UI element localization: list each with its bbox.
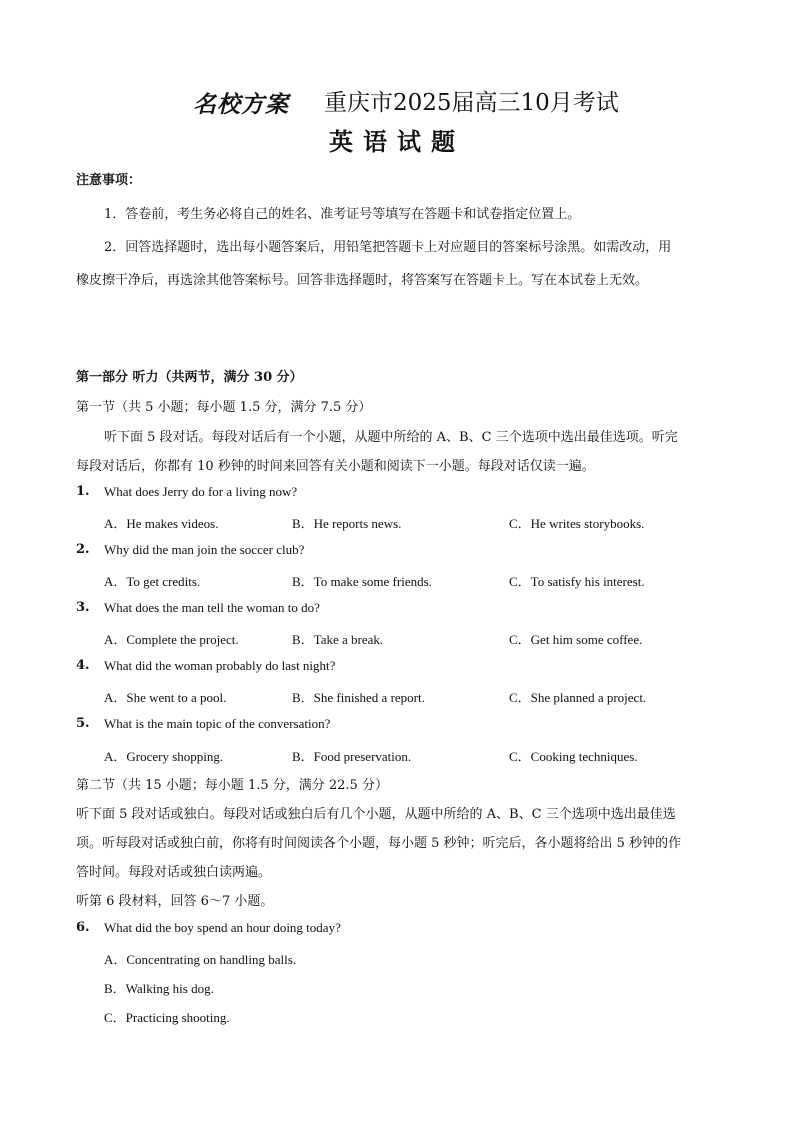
section2-instructions-line-3: 答时间。每段对话或独白读两遍。 [76,865,272,880]
option-a: A．Concentrating on handling balls. [104,952,297,967]
part1-heading: 第一部分 听力（共两节，满分 30 分） [76,370,303,385]
option-c: C．Get him some coffee. [509,632,643,647]
option-b: B．To make some friends. [292,574,432,589]
section1-instructions-line-2: 每段对话后，你都有 10 秒钟的时间来回答有关小题和阅读下一小题。每段对话仅读一遍。 [76,459,595,474]
option-a: A．He makes videos. [104,516,219,531]
option-a: A．She went to a pool. [104,690,227,705]
option-c: C．She planned a project. [509,690,647,705]
option-a: A．Complete the project. [104,632,239,647]
section1-heading: 第一节（共 5 小题；每小题 1.5 分，满分 7.5 分） [76,400,372,415]
notice-item-2-line-2: 橡皮擦干净后，再选涂其他答案标号。回答非选择题时，将答案写在答题卡上。写在本试卷上无效。 [76,273,649,288]
question-text: What does Jerry do for a living now? [104,484,298,499]
material-6-label: 听第 6 段材料，回答 6～7 小题。 [76,894,274,909]
question-text: What is the main topic of the conversation? [104,716,331,731]
section2-instructions-line-1: 听下面 5 段对话或独白。每段对话或独白后有几个小题，从题中所给的 A、B、C 三个选项中选出最佳选 [76,807,676,822]
option-b: B．She finished a report. [292,690,425,705]
option-c: C．Cooking techniques. [509,749,638,764]
question-number: 1. [76,484,90,499]
section2-heading: 第二节（共 15 小题；每小题 1.5 分，满分 22.5 分） [76,778,388,793]
question-number: 5. [76,716,90,731]
question-text: What does the man tell the woman to do? [104,600,320,615]
exam-title: 重庆市2025届高三10月考试 [324,90,619,116]
option-b: B．He reports news. [292,516,402,531]
notice-item-2-line-1: 2．回答选择题时，选出每小题答案后，用铅笔把答题卡上对应题目的答案标号涂黑。如需改动，用 [104,240,672,255]
question-number: 3. [76,600,90,615]
question-number: 4. [76,658,90,673]
option-b: B．Walking his dog. [104,981,214,996]
option-c: C．To satisfy his interest. [509,574,645,589]
option-b: B．Food preservation. [292,749,412,764]
section1-instructions-line-1: 听下面 5 段对话。每段对话后有一个小题，从题中所给的 A、B、C 三个选项中选出最佳选项。听完 [104,430,678,445]
notice-heading: 注意事项： [76,173,142,188]
option-a: A．Grocery shopping. [104,749,224,764]
question-text: What did the woman probably do last night? [104,658,336,673]
question-number: 6. [76,920,90,935]
option-a: A．To get credits. [104,574,201,589]
title-line [0,84,794,116]
section2-instructions-line-2: 项。听每段对话或独白前，你将有时间阅读各个小题，每小题 5 秒钟；听完后，各小题将给出 5 秒钟的作 [76,836,682,851]
subject-title: 英语试题 [329,127,465,156]
option-c: C．Practicing shooting. [104,1010,230,1025]
question-text: Why did the man join the soccer club? [104,542,305,557]
brand-logo-text: 名校方案 [193,91,289,118]
option-c: C．He writes storybooks. [509,516,645,531]
question-text: What did the boy spend an hour doing today? [104,920,341,935]
notice-item-1: 1．答卷前，考生务必将自己的姓名、准考证号等填写在答题卡和试卷指定位置上。 [104,207,581,222]
option-b: B．Take a break. [292,632,384,647]
question-number: 2. [76,542,90,557]
